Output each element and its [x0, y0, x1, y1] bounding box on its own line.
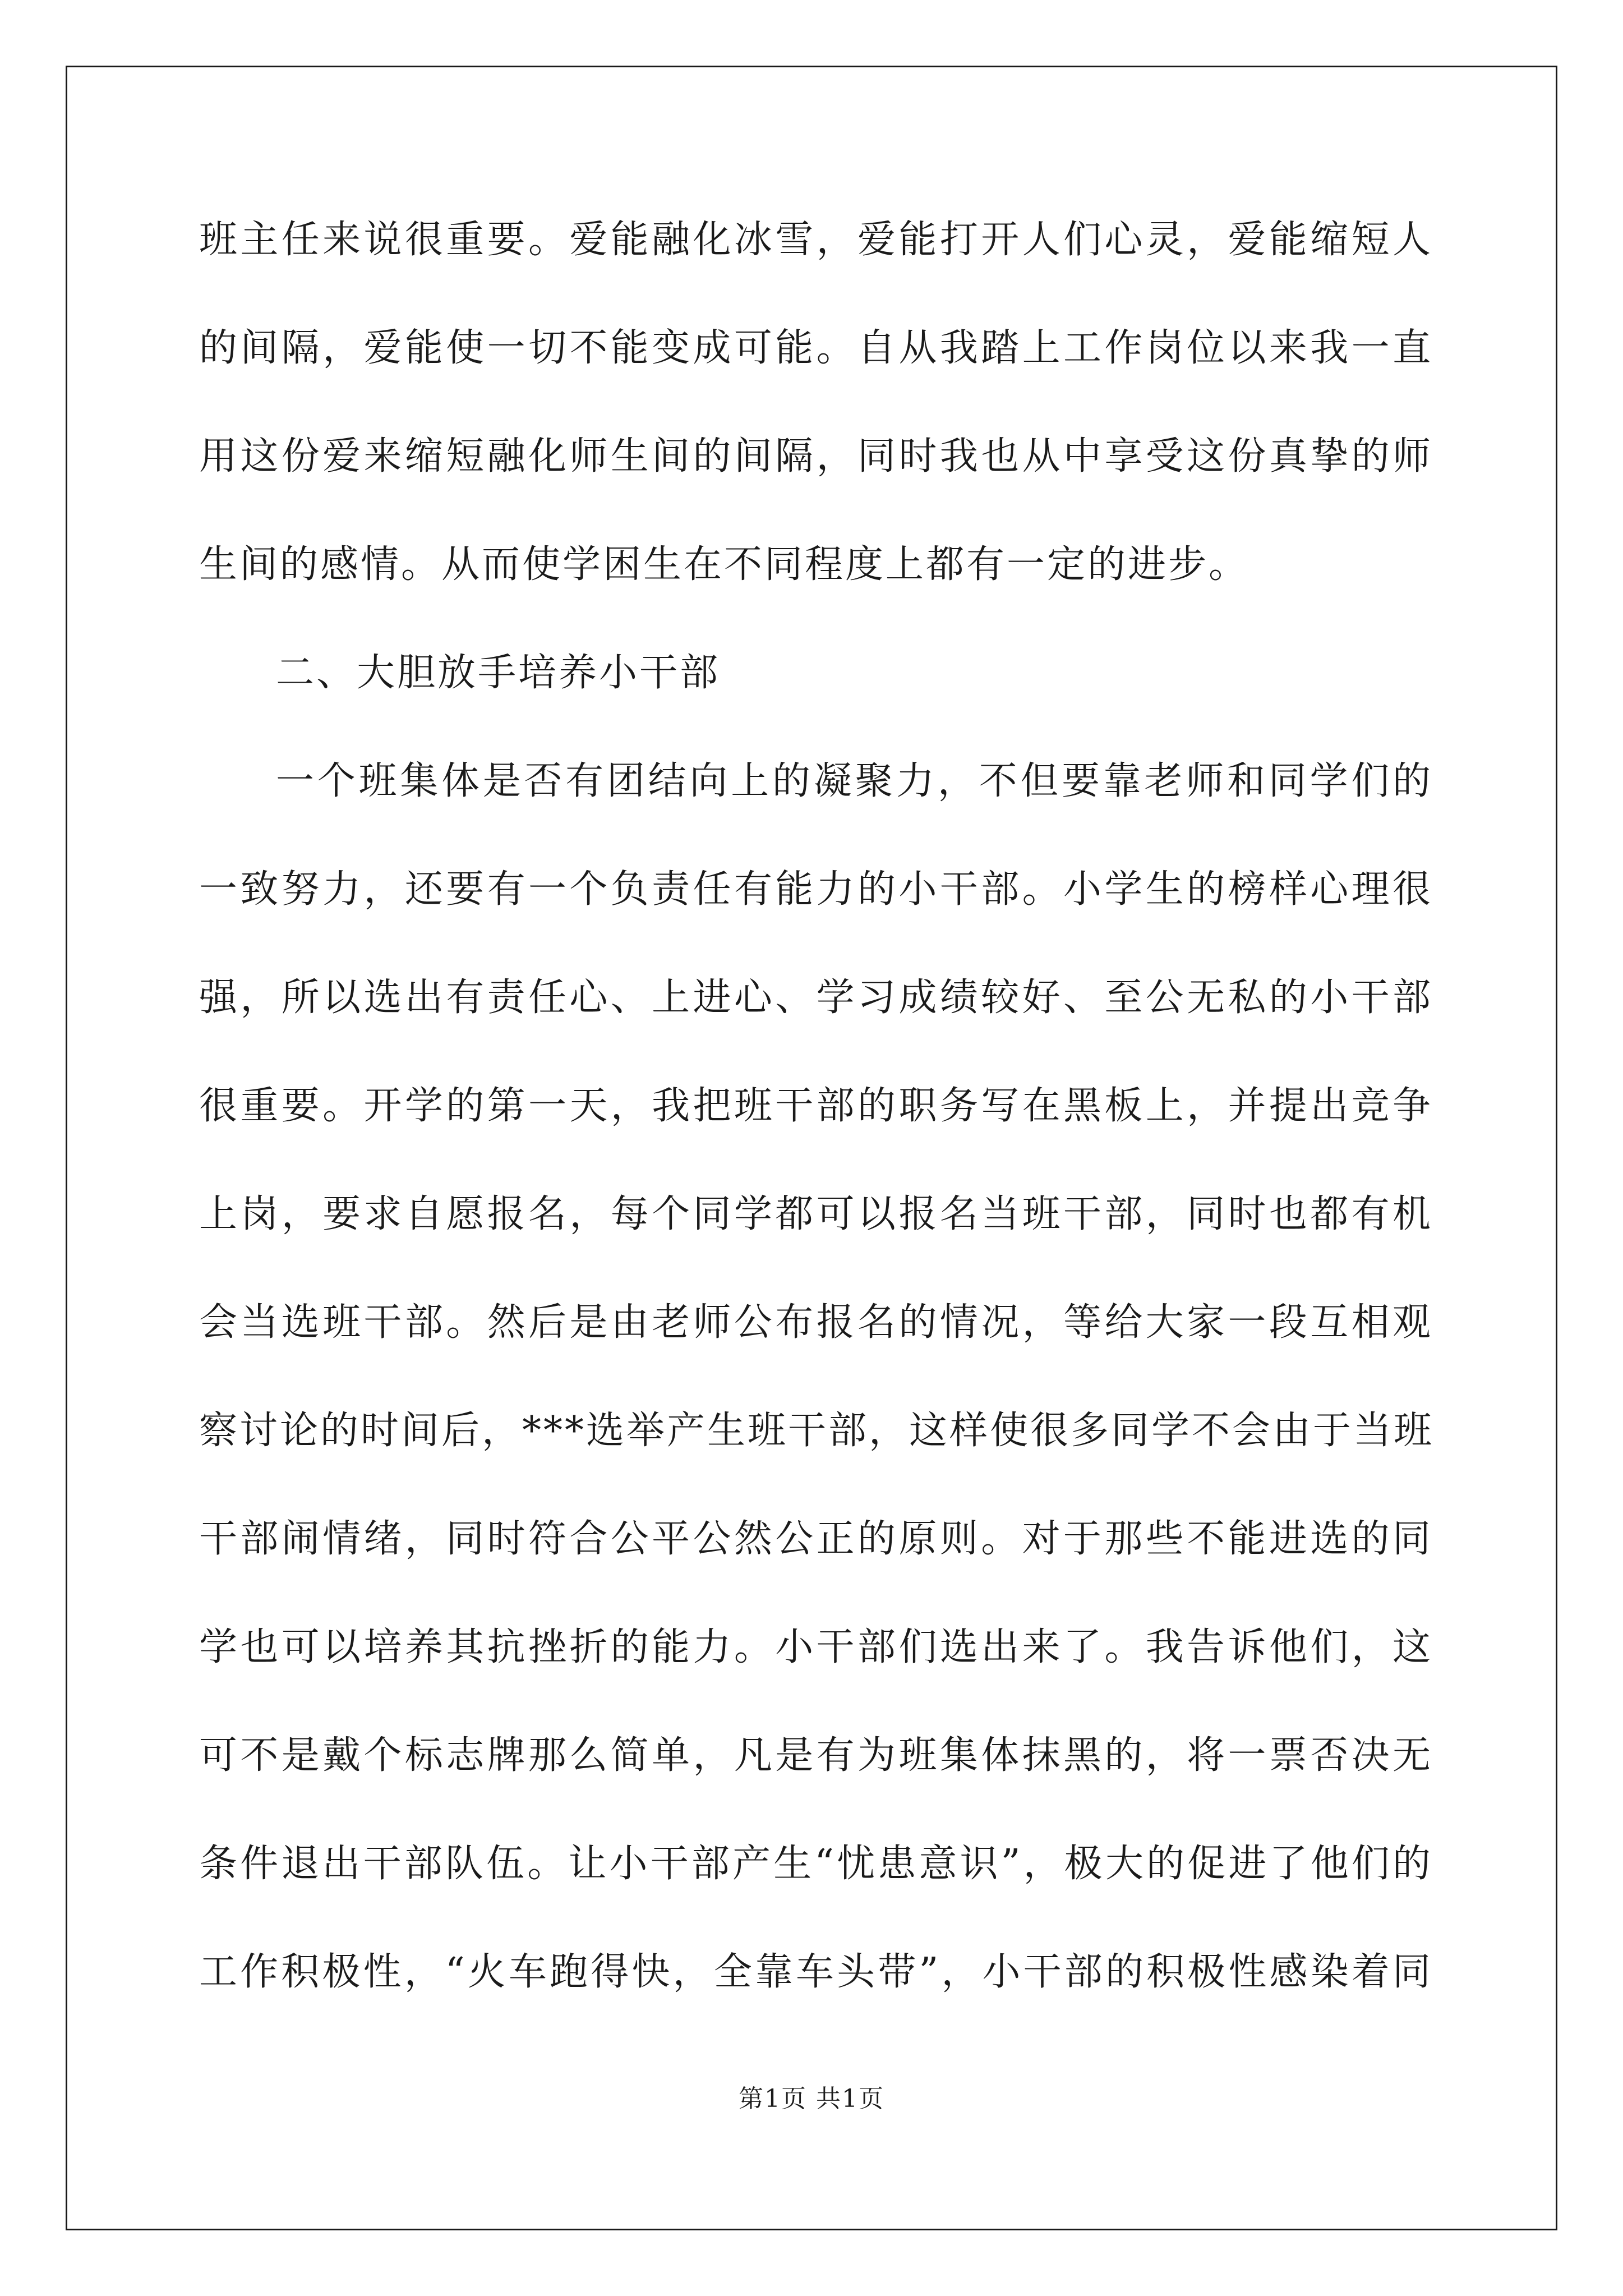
text-line: 的间隔，爱能使一切不能变成可能。自从我踏上工作岗位以来我一直 — [199, 326, 1433, 370]
text-line: 工作积极性，“火车跑得快，全靠车头带”，小干部的积极性感染着同 — [199, 1950, 1433, 1994]
text-line: 一个班集体是否有团结向上的凝聚力，不但要靠老师和同学们的 — [276, 759, 1433, 803]
text-line: 生间的感情。从而使学困生在不同程度上都有一定的进步。 — [199, 542, 1249, 587]
text-line: 会当选班干部。然后是由老师公布报名的情况，等给大家一段互相观 — [199, 1300, 1433, 1345]
section-heading: 二、大胆放手培养小干部 — [276, 651, 721, 695]
text-line: 班主任来说很重要。爱能融化冰雪，爱能打开人们心灵，爱能缩短人 — [199, 218, 1433, 262]
text-line: 很重要。开学的第一天，我把班干部的职务写在黑板上，并提出竞争 — [199, 1084, 1433, 1128]
text-line: 条件退出干部队伍。让小干部产生“忧患意识”，极大的促进了他们的 — [199, 1842, 1433, 1886]
text-line: 学也可以培养其抗挫折的能力。小干部们选出来了。我告诉他们，这 — [199, 1625, 1433, 1669]
text-line: 一致努力，还要有一个负责任有能力的小干部。小学生的榜样心理很 — [199, 867, 1433, 912]
document-body — [199, 213, 1433, 2054]
text-line: 用这份爱来缩短融化师生间的间隔，同时我也从中享受这份真挚的师 — [199, 434, 1433, 478]
text-line: 上岗，要求自愿报名，每个同学都可以报名当班干部，同时也都有机 — [199, 1192, 1433, 1236]
text-line: 干部闹情绪，同时符合公平公然公正的原则。对于那些不能进选的同 — [199, 1517, 1433, 1561]
text-line: 察讨论的时间后，***选举产生班干部，这样使很多同学不会由于当班 — [199, 1409, 1435, 1453]
page-footer: 第1页 共1页 — [739, 2085, 884, 2113]
text-line: 可不是戴个标志牌那么简单，凡是有为班集体抹黑的，将一票否决无 — [199, 1733, 1433, 1778]
text-line: 强，所以选出有责任心、上进心、学习成绩较好、至公无私的小干部 — [199, 976, 1433, 1020]
